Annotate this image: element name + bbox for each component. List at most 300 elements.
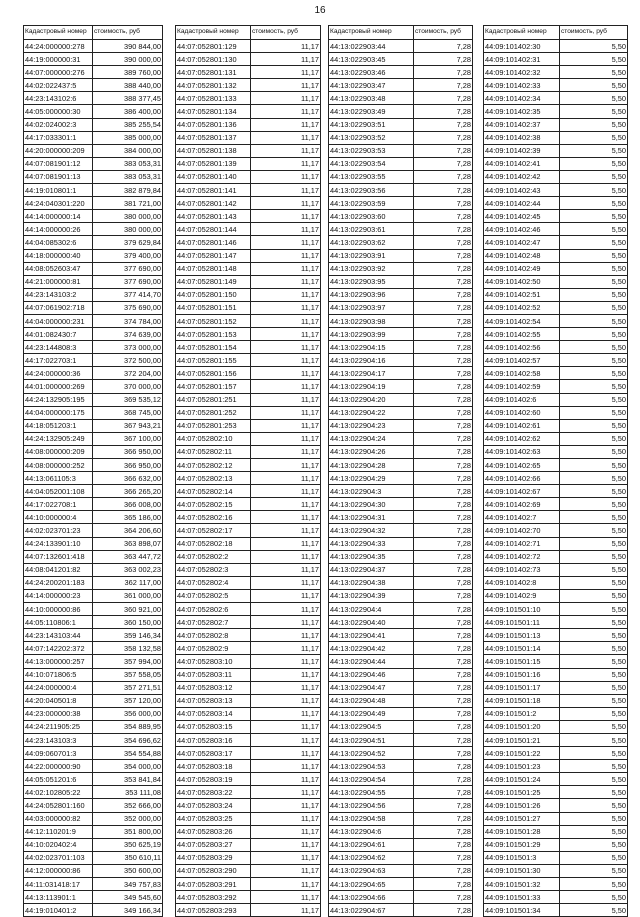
table-row [484,275,628,288]
cost-cell: 11,17 [251,314,321,327]
table-row [176,354,321,367]
cost-cell: 7,28 [414,288,473,301]
cost-cell: 353 111,08 [93,786,163,799]
table-row [24,864,163,877]
cost-cell: 7,28 [414,563,473,576]
table-row [176,864,321,877]
table-row [24,668,163,681]
cadastral-number-cell: 44:09:101402:56 [484,341,560,354]
table-row [329,236,473,249]
cost-cell: 7,28 [414,825,473,838]
table-row [329,681,473,694]
table-row [176,341,321,354]
cadastral-table [328,25,473,917]
cadastral-number-cell: 44:07:052801:133 [176,92,251,105]
cadastral-number-cell: 44:07:052801:149 [176,275,251,288]
cadastral-number-cell: 44:07:052802:10 [176,432,251,445]
table-row [484,459,628,472]
table-row [176,616,321,629]
cadastral-number-cell: 44:18:051203:1 [24,419,93,432]
table-row [24,681,163,694]
cadastral-number-cell: 44:09:101402:52 [484,301,560,314]
cadastral-number-cell: 44:17:022708:1 [24,498,93,511]
cadastral-number-cell: 44:13:022903:53 [329,144,414,157]
cost-cell: 5,50 [560,603,628,616]
cadastral-number-cell: 44:09:101402:62 [484,432,560,445]
table-row [484,655,628,668]
cadastral-number-cell: 44:24:000000:278 [24,40,93,53]
cadastral-number-cell: 44:23:143103:3 [24,733,93,746]
table-row [24,812,163,825]
cadastral-number-cell: 44:09:101501:11 [484,616,560,629]
table-row [24,406,163,419]
cadastral-number-cell: 44:04:085302:6 [24,236,93,249]
cost-cell: 380 000,00 [93,210,163,223]
table-row [329,629,473,642]
table-row [329,328,473,341]
cadastral-number-cell: 44:07:052803:11 [176,668,251,681]
cadastral-number-cell: 44:07:132601:418 [24,550,93,563]
cadastral-number-cell: 44:13:022904:56 [329,799,414,812]
cadastral-number-cell: 44:09:101402:61 [484,419,560,432]
table-row [176,655,321,668]
table-row [176,799,321,812]
table-row [24,603,163,616]
table-row [484,563,628,576]
table-row [329,563,473,576]
cadastral-number-cell: 44:07:052802:12 [176,459,251,472]
cadastral-number-cell: 44:21:000000:81 [24,275,93,288]
cadastral-number-cell: 44:07:052801:252 [176,406,251,419]
cost-cell: 7,28 [414,79,473,92]
cadastral-number-cell: 44:09:101402:45 [484,210,560,223]
cadastral-number-cell: 44:07:052802:8 [176,629,251,642]
table-row [176,197,321,210]
cadastral-number-cell: 44:09:101402:69 [484,498,560,511]
cost-cell: 11,17 [251,432,321,445]
cadastral-number-cell: 44:09:101402:39 [484,144,560,157]
table-row [24,184,163,197]
table-row [176,878,321,891]
cadastral-number-cell: 44:13:022903:47 [329,79,414,92]
cadastral-number-cell: 44:07:052801:142 [176,197,251,210]
table-row [24,655,163,668]
cadastral-table [23,25,163,917]
cadastral-number-cell: 44:10:020402:4 [24,838,93,851]
cost-cell: 377 414,70 [93,288,163,301]
cadastral-number-cell: 44:07:052801:143 [176,210,251,223]
table-row [176,157,321,170]
table-row [176,537,321,550]
cadastral-number-cell: 44:09:101402:71 [484,537,560,550]
cost-cell: 358 132,58 [93,642,163,655]
cost-cell: 5,50 [560,210,628,223]
cadastral-number-cell: 44:13:022904:44 [329,655,414,668]
cadastral-number-cell: 44:13:022904:52 [329,747,414,760]
table-row [484,197,628,210]
cadastral-number-cell: 44:14:000000:23 [24,589,93,602]
cadastral-number-cell: 44:13:022904:48 [329,694,414,707]
table-row [176,419,321,432]
cadastral-number-cell: 44:09:101501:2 [484,707,560,720]
cadastral-number-cell: 44:09:101402:54 [484,314,560,327]
cadastral-number-cell: 44:09:101402:7 [484,511,560,524]
cost-cell: 382 879,84 [93,184,163,197]
cost-cell: 370 000,00 [93,380,163,393]
cadastral-number-cell: 44:07:052803:290 [176,864,251,877]
table-row [24,275,163,288]
table-row [24,393,163,406]
table-row [484,341,628,354]
cost-cell: 5,50 [560,891,628,904]
cost-cell: 357 271,51 [93,681,163,694]
table-row [329,878,473,891]
table-row [329,275,473,288]
cost-cell: 366 265,20 [93,485,163,498]
header-cost: стоимость, руб [93,26,163,40]
cost-cell: 7,28 [414,589,473,602]
cost-cell: 363 898,07 [93,537,163,550]
table-row [24,524,163,537]
cadastral-number-cell: 44:10:071806:5 [24,668,93,681]
cost-cell: 386 400,00 [93,105,163,118]
table-row [484,524,628,537]
table-row [484,589,628,602]
cost-cell: 363 447,72 [93,550,163,563]
cost-cell: 5,50 [560,904,628,917]
table-row [176,668,321,681]
table-row [24,92,163,105]
cost-cell: 7,28 [414,314,473,327]
table-row [24,314,163,327]
cadastral-number-cell: 44:07:081901:13 [24,170,93,183]
table-row [484,79,628,92]
cadastral-number-cell: 44:07:052801:146 [176,236,251,249]
cadastral-number-cell: 44:07:052803:17 [176,747,251,760]
table-row [24,66,163,79]
table-row [176,40,321,53]
cost-cell: 5,50 [560,851,628,864]
cost-cell: 352 000,00 [93,812,163,825]
table-row [484,733,628,746]
table-row [176,524,321,537]
cost-cell: 5,50 [560,262,628,275]
cost-cell: 11,17 [251,537,321,550]
cost-cell: 388 377,45 [93,92,163,105]
table-row [484,694,628,707]
table-row [176,550,321,563]
cost-cell: 356 000,00 [93,707,163,720]
cost-cell: 11,17 [251,328,321,341]
cadastral-number-cell: 44:09:101402:35 [484,105,560,118]
cost-cell: 7,28 [414,275,473,288]
cost-cell: 5,50 [560,694,628,707]
header-cost: стоимость, руб [251,26,321,40]
table-row [24,105,163,118]
table-row [484,760,628,773]
cadastral-number-cell: 44:13:022904:58 [329,812,414,825]
cadastral-number-cell: 44:13:022904:3 [329,485,414,498]
cost-cell: 5,50 [560,668,628,681]
table-row [24,157,163,170]
cost-cell: 5,50 [560,393,628,406]
table-row [176,498,321,511]
cadastral-number-cell: 44:07:052802:9 [176,642,251,655]
table-row [176,92,321,105]
cost-cell: 5,50 [560,328,628,341]
cadastral-number-cell: 44:02:023701:23 [24,524,93,537]
cadastral-number-cell: 44:01:082430:7 [24,328,93,341]
cadastral-number-cell: 44:09:101402:6 [484,393,560,406]
table-row [484,157,628,170]
table-row [329,825,473,838]
table-row [329,851,473,864]
table-row [24,550,163,563]
cadastral-number-cell: 44:09:101501:26 [484,799,560,812]
cost-cell: 7,28 [414,380,473,393]
table-row [329,341,473,354]
table-row [24,891,163,904]
cost-cell: 389 760,00 [93,66,163,79]
cadastral-number-cell: 44:13:022903:99 [329,328,414,341]
table-row [24,288,163,301]
table-row [24,354,163,367]
table-row [176,170,321,183]
cadastral-number-cell: 44:13:022903:48 [329,92,414,105]
table-row [24,563,163,576]
cadastral-number-cell: 44:07:052802:5 [176,589,251,602]
cadastral-number-cell: 44:13:022903:51 [329,118,414,131]
cost-cell: 357 120,00 [93,694,163,707]
table-row [24,472,163,485]
cadastral-number-cell: 44:09:101402:33 [484,79,560,92]
table-row [176,786,321,799]
cadastral-number-cell: 44:09:101402:43 [484,184,560,197]
cadastral-number-cell: 44:09:101501:20 [484,720,560,733]
cadastral-number-cell: 44:13:022904:28 [329,459,414,472]
cadastral-number-cell: 44:13:022904:23 [329,419,414,432]
cadastral-number-cell: 44:09:101402:67 [484,485,560,498]
cadastral-number-cell: 44:09:101402:73 [484,563,560,576]
cost-cell: 11,17 [251,131,321,144]
cadastral-number-cell: 44:09:101501:14 [484,642,560,655]
cadastral-number-cell: 44:13:022904:39 [329,589,414,602]
table-row [176,288,321,301]
table-row [329,786,473,799]
table-row [24,498,163,511]
table-row [24,589,163,602]
cost-cell: 7,28 [414,550,473,563]
cost-cell: 11,17 [251,197,321,210]
cadastral-number-cell: 44:07:052802:11 [176,445,251,458]
table-row [329,603,473,616]
cadastral-number-cell: 44:09:101501:25 [484,786,560,799]
cost-cell: 11,17 [251,904,321,917]
cadastral-number-cell: 44:24:052801:160 [24,799,93,812]
cost-cell: 7,28 [414,210,473,223]
cost-cell: 11,17 [251,589,321,602]
cadastral-number-cell: 44:13:022904:47 [329,681,414,694]
cadastral-number-cell: 44:07:052803:18 [176,760,251,773]
cadastral-number-cell: 44:09:101402:37 [484,118,560,131]
cost-cell: 5,50 [560,314,628,327]
cadastral-number-cell: 44:13:061105:3 [24,472,93,485]
cost-cell: 11,17 [251,118,321,131]
cadastral-number-cell: 44:09:101402:70 [484,524,560,537]
cost-cell: 7,28 [414,603,473,616]
cadastral-number-cell: 44:07:052803:22 [176,786,251,799]
cost-cell: 5,50 [560,406,628,419]
cadastral-number-cell: 44:13:022904:31 [329,511,414,524]
cost-cell: 11,17 [251,210,321,223]
cadastral-number-cell: 44:14:000000:14 [24,210,93,223]
cadastral-number-cell: 44:07:052803:29 [176,851,251,864]
table-row [24,445,163,458]
cost-cell: 7,28 [414,694,473,707]
table-row [24,367,163,380]
table-row [484,432,628,445]
cadastral-number-cell: 44:07:052801:155 [176,354,251,367]
table-row [329,707,473,720]
cadastral-number-cell: 44:07:052803:293 [176,904,251,917]
cost-cell: 7,28 [414,864,473,877]
cost-cell: 7,28 [414,459,473,472]
cadastral-number-cell: 44:07:052801:150 [176,288,251,301]
table-row [24,747,163,760]
cost-cell: 7,28 [414,838,473,851]
cadastral-number-cell: 44:09:101402:72 [484,550,560,563]
table-row [176,249,321,262]
table-row [24,642,163,655]
cost-cell: 349 757,83 [93,878,163,891]
cadastral-number-cell: 44:09:101402:34 [484,92,560,105]
cadastral-number-cell: 44:07:052803:26 [176,825,251,838]
cadastral-number-cell: 44:09:101501:22 [484,747,560,760]
cadastral-number-cell: 44:09:101501:15 [484,655,560,668]
table-row [329,550,473,563]
table-row [329,445,473,458]
cadastral-number-cell: 44:09:101402:47 [484,236,560,249]
cadastral-number-cell: 44:23:143103:44 [24,629,93,642]
cadastral-number-cell: 44:09:101402:32 [484,66,560,79]
cost-cell: 5,50 [560,40,628,53]
table-row [329,799,473,812]
table-row [484,53,628,66]
table-row [24,118,163,131]
table-row [484,354,628,367]
cost-cell: 7,28 [414,367,473,380]
table-row [176,472,321,485]
cost-cell: 7,28 [414,760,473,773]
cost-cell: 11,17 [251,642,321,655]
cost-cell: 7,28 [414,681,473,694]
cost-cell: 5,50 [560,131,628,144]
table-row [329,406,473,419]
table-row [176,576,321,589]
cadastral-number-cell: 44:07:052801:253 [176,419,251,432]
cost-cell: 7,28 [414,393,473,406]
cadastral-number-cell: 44:07:081901:12 [24,157,93,170]
table-row [24,537,163,550]
table-row [329,249,473,262]
table-row [484,786,628,799]
table-row [329,747,473,760]
cadastral-number-cell: 44:13:022904:67 [329,904,414,917]
cadastral-number-cell: 44:09:101402:50 [484,275,560,288]
table-row [329,432,473,445]
table-row [176,707,321,720]
table-row [484,668,628,681]
table-row [484,118,628,131]
cost-cell: 7,28 [414,485,473,498]
cadastral-number-cell: 44:24:132905:195 [24,393,93,406]
table-row [24,629,163,642]
cost-cell: 5,50 [560,550,628,563]
cost-cell: 360 150,00 [93,616,163,629]
header-cost: стоимость, руб [560,26,628,40]
cost-cell: 360 921,00 [93,603,163,616]
table-row [484,864,628,877]
cadastral-number-cell: 44:07:052801:154 [176,341,251,354]
cost-cell: 11,17 [251,184,321,197]
cost-cell: 354 889,95 [93,720,163,733]
cadastral-number-cell: 44:20:000000:209 [24,144,93,157]
cost-cell: 377 690,00 [93,275,163,288]
cadastral-number-cell: 44:07:052802:7 [176,616,251,629]
cost-cell: 5,50 [560,589,628,602]
cost-cell: 7,28 [414,576,473,589]
cost-cell: 11,17 [251,668,321,681]
table-row [24,459,163,472]
cadastral-number-cell: 44:13:022903:45 [329,53,414,66]
table-row [484,170,628,183]
cadastral-number-cell: 44:09:101402:8 [484,576,560,589]
table-row [24,786,163,799]
cadastral-number-cell: 44:13:022904:22 [329,406,414,419]
cadastral-number-cell: 44:05:110806:1 [24,616,93,629]
table-row [24,341,163,354]
table-row [176,812,321,825]
cost-cell: 5,50 [560,485,628,498]
cadastral-number-cell: 44:13:022904:46 [329,668,414,681]
table-row [24,707,163,720]
table-row [484,314,628,327]
cost-cell: 350 610,11 [93,851,163,864]
cadastral-number-cell: 44:09:101501:17 [484,681,560,694]
cost-cell: 5,50 [560,511,628,524]
cadastral-number-cell: 44:23:143102:6 [24,92,93,105]
table-row [484,904,628,917]
cadastral-number-cell: 44:11:031418:17 [24,878,93,891]
cadastral-number-cell: 44:09:101501:27 [484,812,560,825]
cadastral-number-cell: 44:09:101501:13 [484,629,560,642]
cadastral-number-cell: 44:09:101501:10 [484,603,560,616]
cost-cell: 7,28 [414,92,473,105]
cost-cell: 366 950,00 [93,459,163,472]
cost-cell: 11,17 [251,66,321,79]
table-row [24,825,163,838]
cadastral-number-cell: 44:07:052801:147 [176,249,251,262]
table-row [329,223,473,236]
cadastral-number-cell: 44:13:022903:96 [329,288,414,301]
table-row [24,432,163,445]
table-row [176,328,321,341]
table-row [24,380,163,393]
cadastral-number-cell: 44:13:022903:98 [329,314,414,327]
table-row [484,236,628,249]
cost-cell: 5,50 [560,707,628,720]
cost-cell: 5,50 [560,53,628,66]
